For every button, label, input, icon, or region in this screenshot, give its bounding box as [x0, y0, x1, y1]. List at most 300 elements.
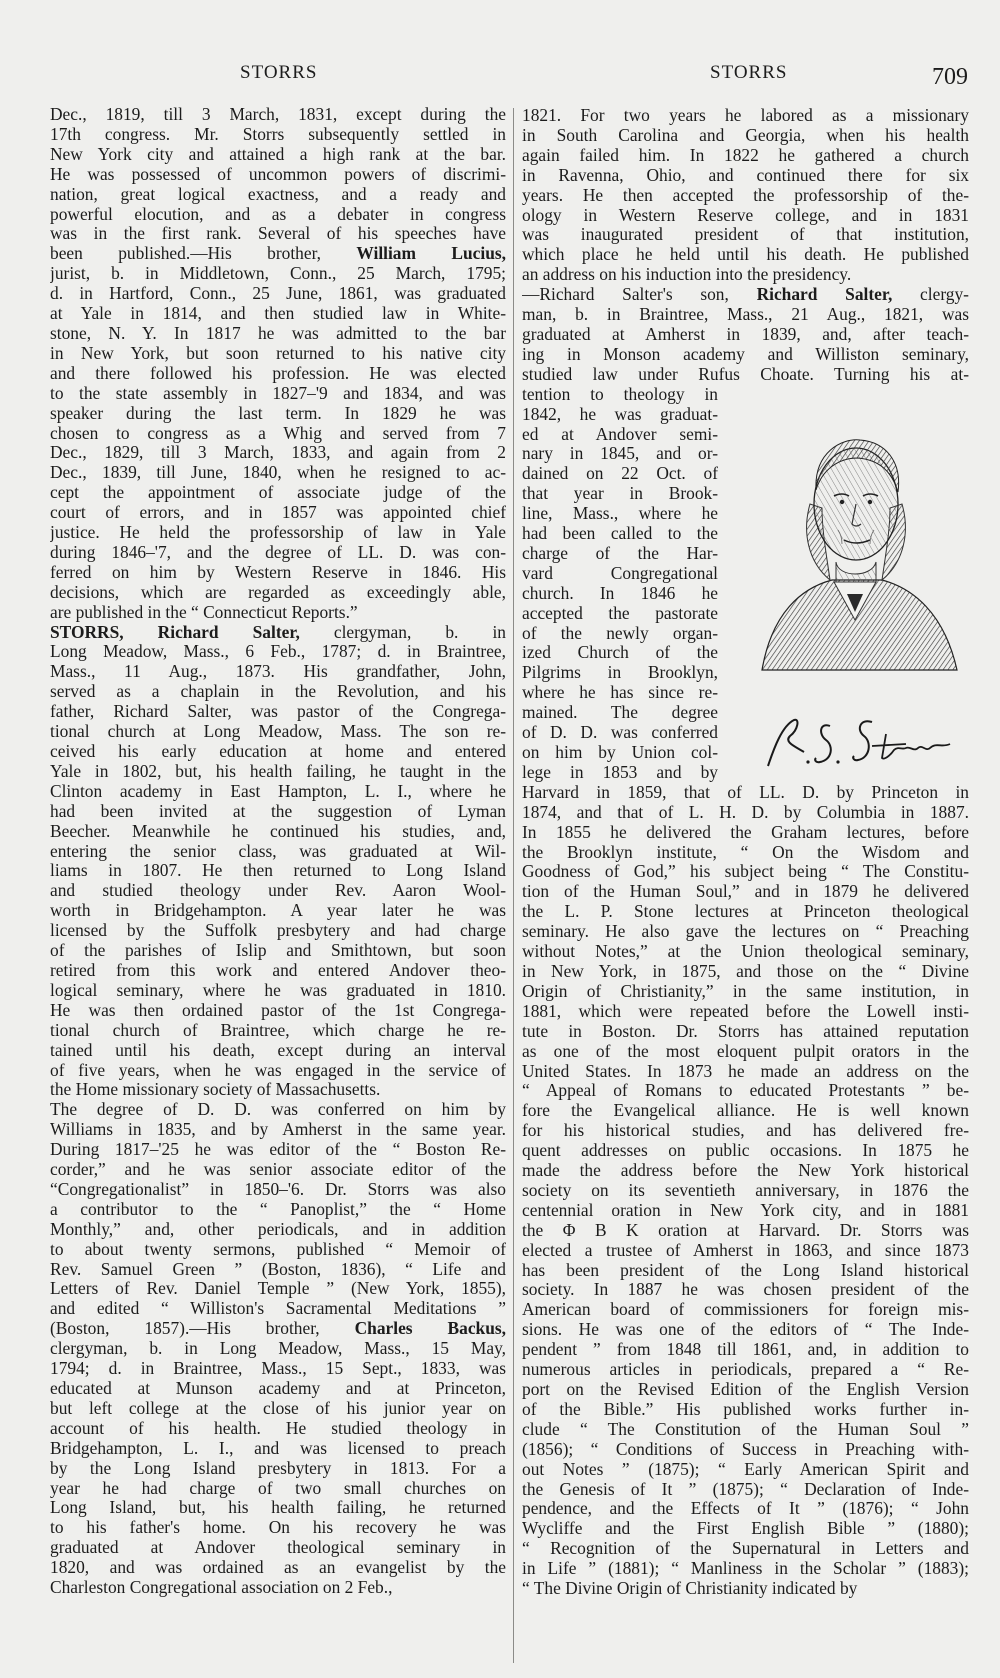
text-line: [522, 225, 969, 245]
text-line: [50, 1459, 506, 1479]
text-line: [50, 1100, 506, 1120]
text-segment: line, Mass., where he: [522, 504, 718, 524]
text-segment: graduated at Amherst in 1839, and, after teach-: [522, 324, 969, 344]
text-line: [522, 683, 718, 703]
text-line: [522, 1022, 969, 1042]
text-line: [50, 364, 506, 384]
entry-name: Richard Salter,: [756, 285, 893, 305]
text-segment: account of his health. He studied theology in: [50, 1418, 506, 1438]
text-segment: clude “ The Constitution of the Human Soul ”: [522, 1419, 969, 1439]
text-segment: Beecher. Meanwhile he continued his studies, and,: [50, 821, 506, 841]
text-line: [50, 1180, 506, 1200]
text-line: [522, 1460, 969, 1480]
text-segment: are published in the “ Connecticut Reports.”: [50, 602, 358, 622]
entry-name: William Lucius,: [356, 244, 506, 264]
text-line: [522, 1340, 969, 1360]
text-line: [50, 463, 506, 483]
text-segment: and edited “ Williston's Sacramental Meditations ”: [50, 1299, 506, 1319]
text-segment: studied law under Rufus Choate. Turning his at-: [522, 364, 969, 384]
text-segment: Goodness of God,” his subject being “ The Constitu-: [522, 862, 969, 882]
text-line: [522, 922, 969, 942]
text-segment: Origin of Christianity,” in the same institution, in: [522, 981, 969, 1001]
text-line: [522, 1062, 969, 1082]
text-line: [522, 1320, 969, 1340]
text-segment: of the parishes of Islip and Smithtown, but soon: [50, 941, 506, 961]
text-segment: and there followed his profession. He was elected: [50, 363, 506, 383]
text-segment: ized Church of the: [522, 643, 718, 663]
text-segment: on him by Union col-: [522, 743, 718, 762]
text-line: [522, 1002, 969, 1022]
text-segment: by the Long Island presbytery in 1813. For a: [50, 1458, 506, 1478]
text-segment: He was then ordained pastor of the 1st Congrega-: [50, 1000, 506, 1020]
text-line: [522, 763, 718, 783]
column-divider: [513, 108, 514, 1663]
text-segment: Long Island, but, his health failing, he returned: [50, 1498, 506, 1518]
text-line: [522, 942, 969, 962]
text-line: [522, 1042, 969, 1062]
text-line: [50, 623, 506, 643]
text-segment: a contributor to the “ Panoplist,” the “ Home: [50, 1199, 506, 1219]
text-segment: quent addresses on public occasions. In 1875 he: [522, 1141, 969, 1161]
text-segment: 17th congress. Mr. Storrs subsequently settled in: [50, 124, 506, 144]
text-line: [522, 464, 718, 484]
text-line: [522, 1141, 969, 1161]
text-line: [522, 265, 969, 285]
text-segment: ology in Western Reserve college, and in 1831: [522, 205, 969, 225]
text-line: [522, 1201, 969, 1221]
text-line: [50, 1518, 506, 1538]
text-segment: cept the appointment of associate judge of the: [50, 483, 506, 503]
text-line: [50, 842, 506, 862]
text-line: [50, 1558, 506, 1578]
text-segment: centennial oration in New York city, and in 1881: [522, 1200, 969, 1220]
text-segment: vard Congregational: [522, 563, 718, 583]
text-segment: elected a trustee of Amherst in 1863, and since 1873: [522, 1240, 969, 1260]
text-segment: tute in Boston. Dr. Storrs has attained reputation: [522, 1021, 969, 1041]
text-line: [50, 901, 506, 921]
text-line: [50, 563, 506, 583]
text-segment: 1881, which were repeated before the Lowell insti-: [522, 1001, 969, 1021]
text-line: [50, 304, 506, 324]
text-line: [50, 762, 506, 782]
text-line: [50, 384, 506, 404]
text-segment: served as a chaplain in the Revolution, and his: [50, 682, 506, 702]
text-line: [522, 982, 969, 1002]
text-segment: in Life ” (1881); “ Manliness in the Scholar ” (1883);: [522, 1559, 969, 1579]
text-segment: In 1855 he delivered the Graham lectures, before: [522, 822, 969, 842]
text-line: [50, 1479, 506, 1499]
text-line: [522, 1081, 969, 1101]
text-segment: of the newly organ-: [522, 623, 718, 643]
text-line: [522, 803, 969, 823]
text-segment: ed at Andover semi-: [522, 424, 718, 444]
text-line: [50, 941, 506, 961]
text-segment: nary in 1845, and or-: [522, 444, 718, 464]
text-segment: society on its seventieth anniversary, in 1876 the: [522, 1180, 969, 1200]
text-line: [50, 662, 506, 682]
text-line: [522, 584, 718, 604]
text-segment: had been invited at the suggestion of Lyman: [50, 801, 506, 821]
text-line: [522, 783, 969, 803]
text-segment: educated at Munson academy and at Princeton,: [50, 1379, 506, 1398]
text-line: [522, 1539, 969, 1559]
text-segment: New York city and attained a high rank at the bar.: [50, 144, 506, 164]
text-line: [522, 1480, 969, 1500]
text-segment: been published.—His brother,: [50, 244, 357, 264]
text-line: [50, 185, 506, 205]
text-line: [522, 663, 718, 683]
text-segment: tional church of Braintree, which charge he re-: [50, 1020, 506, 1040]
text-segment: to the state assembly in 1827–'9 and 1834, and was: [50, 383, 506, 403]
text-segment: of the Bible.” His published works further in-: [522, 1399, 969, 1419]
text-line: [50, 145, 506, 165]
text-line: [522, 405, 718, 425]
text-line: [522, 843, 969, 863]
text-line: [522, 325, 969, 345]
text-segment: jurist, b. in Middletown, Conn., 25 March, 1795;: [50, 264, 506, 284]
text-segment: graduated at Andover theological seminary in: [50, 1538, 506, 1558]
text-segment: entering the senior class, was graduated at Wil-: [50, 841, 506, 861]
text-line: [50, 782, 506, 802]
text-segment: powerful elocution, and as a debater in congress: [50, 204, 506, 224]
text-segment: corder,” and he was senior associate editor of the: [50, 1160, 506, 1180]
text-segment: father, Richard Salter, was pastor of the Congrega-: [50, 702, 506, 722]
text-segment: stone, N. Y. In 1817 he was admitted to the bar: [50, 323, 506, 343]
text-segment: and studied theology under Rev. Aaron Wool-: [50, 881, 506, 901]
text-line: [50, 1021, 506, 1041]
text-segment: ferred on him by Western Reserve in 1846. His: [50, 562, 506, 582]
text-segment: clergyman, b. in Long Meadow, Mass., 15 May,: [50, 1339, 506, 1359]
text-line: [50, 1399, 506, 1419]
text-segment: decisions, which are regarded as exceedingly able,: [50, 582, 506, 602]
text-segment: where he has since re-: [522, 683, 718, 703]
text-segment: Wycliffe and the First English Bible ” (1880);: [522, 1519, 969, 1539]
text-segment: to his father's home. On his recovery he was: [50, 1518, 506, 1538]
text-segment: 1794; d. in Braintree, Mass., 15 Sept., 1833, was: [50, 1359, 506, 1379]
text-line: [50, 1439, 506, 1459]
text-line: [50, 324, 506, 344]
text-line: [50, 105, 506, 125]
text-segment: “ Appeal of Romans to educated Protestants ” be-: [522, 1081, 969, 1101]
text-line: [522, 166, 969, 186]
text-line: [522, 1181, 969, 1201]
text-segment: lege in 1853 and by: [522, 762, 718, 782]
text-segment: Bridgehampton, L. I., and was licensed to preach: [50, 1438, 506, 1458]
text-segment: (Boston, 1857).—His brother,: [50, 1319, 355, 1339]
text-line: [522, 1241, 969, 1261]
text-line: [522, 1559, 969, 1579]
text-line: [522, 703, 718, 723]
text-line: [522, 1400, 969, 1420]
text-segment: nation, great logical exactness, and a ready and: [50, 184, 506, 204]
text-segment: to about twenty sermons, published “ Memoir of: [50, 1239, 506, 1259]
text-line: [522, 962, 969, 982]
text-line: [522, 245, 969, 265]
text-line: [50, 861, 506, 881]
text-line: [50, 702, 506, 722]
text-line: [522, 723, 718, 743]
text-line: [522, 823, 969, 843]
text-line: [50, 822, 506, 842]
text-line: [50, 1498, 506, 1518]
text-line: [50, 1359, 506, 1379]
text-segment: Mass., 11 Aug., 1873. His grandfather, John,: [50, 662, 506, 682]
text-segment: justice. He held the professorship of law in Yale: [50, 523, 506, 543]
text-segment: tained until his death, except during an interval: [50, 1040, 506, 1060]
text-line: [522, 862, 969, 882]
text-line: [50, 921, 506, 941]
text-segment: again failed him. In 1822 he gathered a church: [522, 145, 969, 165]
text-segment: United States. In 1873 he made an address on the: [522, 1061, 969, 1081]
text-line: [50, 1538, 506, 1558]
text-line: [522, 1380, 969, 1400]
text-line: [50, 284, 506, 304]
text-line: [522, 1101, 969, 1121]
text-line: [50, 682, 506, 702]
text-line: [522, 604, 718, 624]
text-segment: mained. The degree: [522, 703, 718, 723]
text-segment: the L. P. Stone lectures at Princeton theological: [522, 902, 969, 922]
text-segment: that year in Brook-: [522, 484, 718, 504]
text-line: [50, 881, 506, 901]
text-segment: Monthly,” and, other periodicals, and in addition: [50, 1219, 506, 1239]
text-line: [50, 1379, 506, 1399]
left-column: [50, 105, 506, 1598]
text-line: [522, 146, 969, 166]
entry-name: Charles Backus,: [354, 1319, 506, 1339]
text-line: [522, 126, 969, 146]
text-segment: out Notes ” (1875); “ Early American Spirit and: [522, 1459, 969, 1479]
text-segment: at Yale in 1814, and then studied law in White-: [50, 304, 506, 324]
text-segment: accepted the pastorate: [522, 603, 718, 623]
text-segment: Harvard in 1859, that of LL. D. by Princeton in: [522, 782, 969, 802]
text-line: [522, 1499, 969, 1519]
text-line: [50, 165, 506, 185]
entry-name: STORRS, Richard Salter,: [50, 622, 300, 642]
text-line: [522, 902, 969, 922]
text-line: [50, 961, 506, 981]
text-segment: seminary. He also gave the lectures on “ Preaching: [522, 922, 969, 942]
text-segment: Long Meadow, Mass., 6 Feb., 1787; d. in Braintree,: [50, 642, 506, 662]
text-segment: Dec., 1819, till 3 March, 1831, except during the: [50, 105, 506, 124]
portrait-engraving: [752, 412, 962, 672]
text-segment: 1820, and was ordained as an evangelist by the: [50, 1558, 506, 1578]
text-line: [50, 1220, 506, 1240]
text-segment: charge of the Har-: [522, 543, 718, 563]
text-segment: logical seminary, where he was graduated in 1810.: [50, 980, 506, 1000]
text-line: [522, 385, 718, 405]
text-segment: society. In 1887 he was chosen president of the: [522, 1280, 969, 1300]
text-segment: as one of the most eloquent pulpit orators in the: [522, 1041, 969, 1061]
text-segment: retired from this work and entered Andover theo-: [50, 960, 506, 980]
text-segment: years. He then accepted the professorship of the-: [522, 185, 969, 205]
text-segment: port on the Revised Edition of the English Version: [522, 1380, 969, 1399]
right-column: [522, 106, 969, 1599]
text-line: [50, 404, 506, 424]
text-segment: speaker during the last term. In 1829 he was: [50, 403, 506, 423]
text-segment: ing in Monson academy and Williston seminary,: [522, 344, 969, 364]
text-line: [50, 722, 506, 742]
text-line: [522, 743, 718, 763]
text-line: [50, 543, 506, 563]
text-segment: the Φ Β Κ oration at Harvard. Dr. Storrs was: [522, 1220, 969, 1240]
text-segment: in New York, in 1875, and those on the “ Divine: [522, 961, 969, 981]
text-segment: Rev. Samuel Green ” (Boston, 1836), “ Life and: [50, 1259, 506, 1279]
text-segment: sions. He was one of the editors of “ The Inde-: [522, 1320, 969, 1340]
text-segment: pendent ” from 1848 till 1861, and, in addition to: [522, 1340, 969, 1360]
text-line: [50, 1120, 506, 1140]
text-line: [50, 1419, 506, 1439]
text-segment: an address on his induction into the presidency.: [522, 265, 852, 285]
text-line: [522, 544, 718, 564]
text-line: [50, 424, 506, 444]
text-segment: of D. D. was conferred: [522, 723, 718, 743]
text-segment: numerous articles in periodicals, prepared a “ Re-: [522, 1360, 969, 1380]
text-line: [522, 624, 718, 644]
text-segment: of five years, when he was engaged in the service of: [50, 1060, 506, 1080]
text-line: [522, 1440, 969, 1460]
text-line: [522, 1420, 969, 1440]
text-line: [522, 1360, 969, 1380]
text-segment: 1821. For two years he labored as a missionary: [522, 106, 969, 125]
text-line: [522, 564, 718, 584]
running-header-left: STORRS: [240, 62, 318, 83]
text-segment: liams in 1807. He then returned to Long Island: [50, 861, 506, 881]
running-header-right: STORRS: [710, 62, 788, 83]
text-line: [522, 1280, 969, 1300]
text-line: [50, 1279, 506, 1299]
text-segment: has been president of the Long Island historical: [522, 1260, 969, 1280]
text-segment: the Genesis of It ” (1875); “ Declaration of Inde-: [522, 1479, 969, 1499]
text-segment: Dec., 1839, till June, 1840, when he resigned to ac-: [50, 463, 506, 483]
text-line: [522, 1300, 969, 1320]
text-segment: Pilgrims in Brooklyn,: [522, 663, 718, 683]
signature-image: [760, 712, 960, 774]
text-line: [50, 125, 506, 145]
text-line: [50, 1339, 506, 1359]
text-segment: in New York, but soon returned to his native city: [50, 343, 506, 363]
text-segment: He was possessed of uncommon powers of discrimi-: [50, 164, 506, 184]
text-line: [522, 305, 969, 325]
text-line: [50, 642, 506, 662]
text-line: [522, 882, 969, 902]
page-number: 709: [932, 64, 968, 90]
text-segment: in South Carolina and Georgia, when his health: [522, 125, 969, 145]
text-line: [50, 1140, 506, 1160]
text-line: [50, 1578, 506, 1598]
text-line: [50, 1260, 506, 1280]
text-segment: The degree of D. D. was conferred on him by: [50, 1100, 506, 1120]
text-segment: had been called to the: [522, 524, 718, 544]
text-segment: court of errors, and in 1857 was appointed chief: [50, 503, 506, 523]
text-line: [522, 345, 969, 365]
text-line: [522, 444, 718, 464]
text-segment: (1856); “ Conditions of Success in Preaching with-: [522, 1439, 969, 1459]
text-segment: American board of commissioners for foreign mis-: [522, 1300, 969, 1320]
text-line: [50, 244, 506, 264]
text-segment: Letters of Rev. Daniel Temple ” (New York, 1855),: [50, 1279, 506, 1299]
text-segment: which place he held until his death. He published: [522, 245, 969, 265]
text-line: [50, 1080, 506, 1100]
text-segment: tional church at Long Meadow, Mass. The son re-: [50, 722, 506, 742]
text-segment: but left college at the close of his junior year on: [50, 1398, 506, 1418]
text-segment: d. in Hartford, Conn., 25 June, 1861, was graduated: [50, 284, 506, 304]
text-line: [50, 1061, 506, 1081]
text-line: [50, 742, 506, 762]
text-line: [50, 981, 506, 1001]
text-segment: made the address before the New York historical: [522, 1161, 969, 1181]
text-segment: chosen to congress as a Whig and served from 7: [50, 423, 506, 443]
text-segment: during 1846–'7, and the degree of LL. D. was con-: [50, 542, 506, 562]
text-line: [50, 264, 506, 284]
text-segment: 1842, he was graduat-: [522, 404, 718, 424]
text-line: [522, 1161, 969, 1181]
text-segment: Yale in 1802, but, his health failing, he taught in the: [50, 761, 506, 781]
text-line: [522, 186, 969, 206]
text-line: [50, 1041, 506, 1061]
text-segment: worth in Bridgehampton. A year later he was: [50, 901, 506, 921]
text-line: [522, 1579, 969, 1599]
text-segment: without Notes,” at the Union theological seminary,: [522, 942, 969, 962]
text-segment: clergy-: [892, 285, 969, 305]
text-segment: “ The Divine Origin of Christianity indicated by: [522, 1579, 858, 1599]
text-segment: the Home missionary society of Massachusetts.: [50, 1080, 381, 1100]
text-segment: Williams in 1835, and by Amherst in the same year.: [50, 1120, 506, 1140]
text-line: [522, 106, 969, 126]
text-line: [50, 523, 506, 543]
text-segment: was inaugurated president of that institution,: [522, 225, 969, 245]
text-segment: year he had charge of two small churches on: [50, 1478, 506, 1498]
text-segment: Charleston Congregational association on 2 Feb.,: [50, 1578, 393, 1598]
text-segment: ceived his early education at home and entered: [50, 742, 506, 761]
text-line: [522, 1121, 969, 1141]
text-line: [522, 425, 718, 445]
text-segment: “ Recognition of the Supernatural in Letters and: [522, 1539, 969, 1559]
text-line: [522, 524, 718, 544]
text-line: [522, 1221, 969, 1241]
text-line: [50, 205, 506, 225]
text-segment: “Congregationalist” in 1850–'6. Dr. Storrs was also: [50, 1179, 506, 1199]
text-line: [50, 1299, 506, 1319]
text-line: [50, 583, 506, 603]
text-line: [522, 1261, 969, 1281]
text-segment: church. In 1846 he: [522, 583, 718, 603]
text-segment: the Brooklyn institute, “ On the Wisdom and: [522, 842, 969, 862]
text-line: [522, 285, 969, 305]
text-line: [50, 1001, 506, 1021]
text-line: [50, 344, 506, 364]
text-line: [50, 802, 506, 822]
text-line: [50, 224, 506, 244]
text-segment: fore the Evangelical alliance. He is well known: [522, 1101, 969, 1121]
text-segment: During 1817–'25 he was editor of the “ Boston Re-: [50, 1140, 506, 1160]
text-line: [50, 1319, 506, 1339]
text-line: [522, 1519, 969, 1539]
text-segment: licensed by the Suffolk presbytery and had charge: [50, 921, 506, 941]
text-segment: tention to theology in: [522, 384, 718, 404]
text-line: [50, 483, 506, 503]
text-segment: in Ravenna, Ohio, and continued there for six: [522, 165, 969, 185]
text-line: [522, 365, 969, 385]
text-segment: —Richard Salter's son,: [522, 285, 757, 305]
text-segment: clergyman, b. in: [299, 622, 506, 642]
text-segment: was in the first rank. Several of his speeches have: [50, 224, 506, 244]
text-segment: pendence, and the Effects of It ” (1876); “ John: [522, 1499, 969, 1519]
text-line: [522, 504, 718, 524]
text-segment: Dec., 1829, till 3 March, 1833, and again from 2: [50, 443, 506, 463]
text-line: [522, 206, 969, 226]
text-line: [50, 603, 506, 623]
